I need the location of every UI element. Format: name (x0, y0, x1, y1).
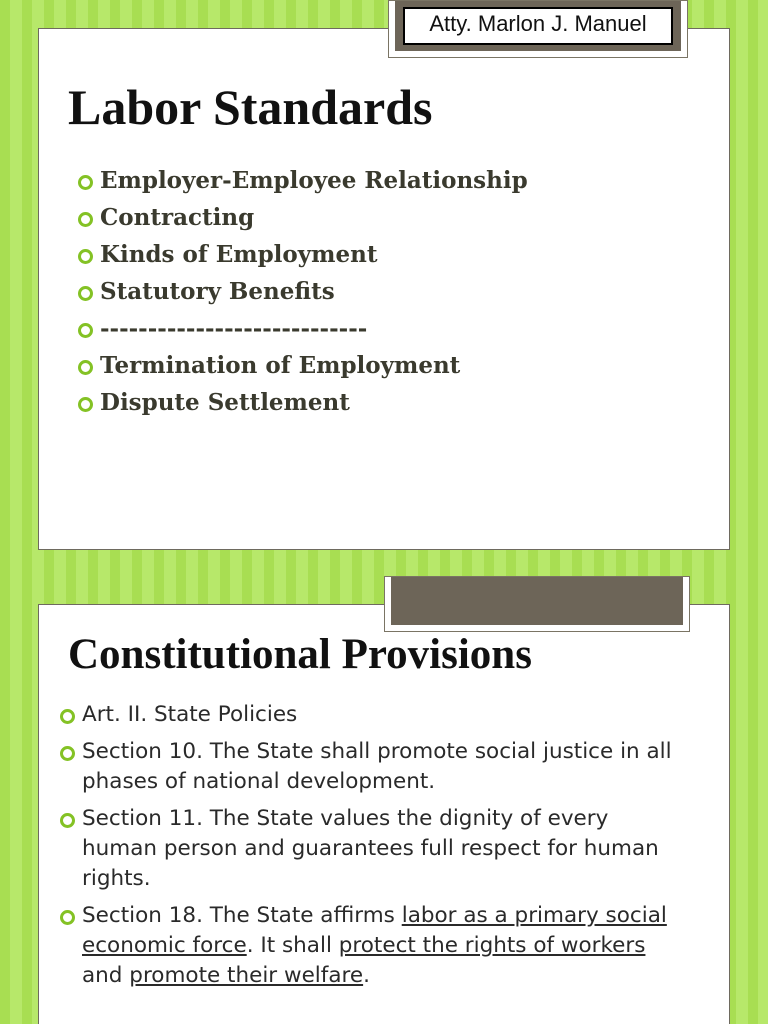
list-item (78, 199, 528, 236)
list-item-text: Kinds of Employment (100, 241, 378, 268)
bullet-icon (78, 360, 93, 375)
list-item (78, 236, 528, 273)
author-tag (388, 0, 688, 58)
slide-title: Constitutional Provisions (68, 631, 532, 678)
list-item (60, 804, 680, 894)
list-item (60, 737, 680, 797)
bullet-icon (78, 175, 93, 190)
header-tag-background (391, 577, 683, 625)
list-item-text: Section 11. The State values the dignity of every human person and guarantees full respect for human rights. (82, 806, 659, 891)
provision-list (60, 700, 680, 998)
bullet-icon (78, 397, 93, 412)
list-item-text: Termination of Employment (100, 352, 461, 379)
list-item (78, 310, 528, 347)
list-item-text: Art. II. State Policies (82, 702, 298, 727)
list-item-text: ---------------------------- (100, 315, 368, 342)
list-item-text: Statutory Benefits (100, 278, 335, 305)
author-tag-background (395, 1, 681, 51)
header-tag (384, 576, 690, 632)
text-segment: Section 18. The State affirms (82, 903, 402, 928)
list-item-text: Contracting (100, 204, 255, 231)
list-item (78, 384, 528, 421)
text-segment: and (82, 963, 130, 988)
text-segment: . It shall (246, 933, 339, 958)
author-name: Atty. Marlon J. Manuel (403, 7, 673, 45)
bullet-icon (60, 910, 75, 925)
list-item (78, 273, 528, 310)
list-item-text (82, 903, 667, 988)
bullet-icon (78, 323, 93, 338)
bullet-icon (78, 286, 93, 301)
list-item-text: Dispute Settlement (100, 389, 350, 416)
list-item-text: Employer-Employee Relationship (100, 167, 528, 194)
bullet-icon (60, 813, 75, 828)
bullet-icon (78, 212, 93, 227)
underlined-phrase: promote their welfare (129, 963, 364, 988)
list-item (78, 347, 528, 384)
list-item (60, 901, 680, 991)
list-item-text: Section 10. The State shall promote social justice in all phases of national development. (82, 739, 672, 794)
list-item (78, 162, 528, 199)
list-item (60, 700, 680, 730)
text-segment: . (363, 963, 370, 988)
bullet-icon (60, 709, 75, 724)
slide-constitutional-provisions (0, 576, 768, 1024)
bullet-icon (60, 746, 75, 761)
bullet-icon (78, 249, 93, 264)
topic-list (78, 162, 528, 421)
underlined-phrase: protect the rights of workers (338, 933, 646, 958)
underlined-phrase: labor as a primary social economic force (82, 903, 667, 958)
slide-title: Labor Standards (68, 79, 433, 135)
